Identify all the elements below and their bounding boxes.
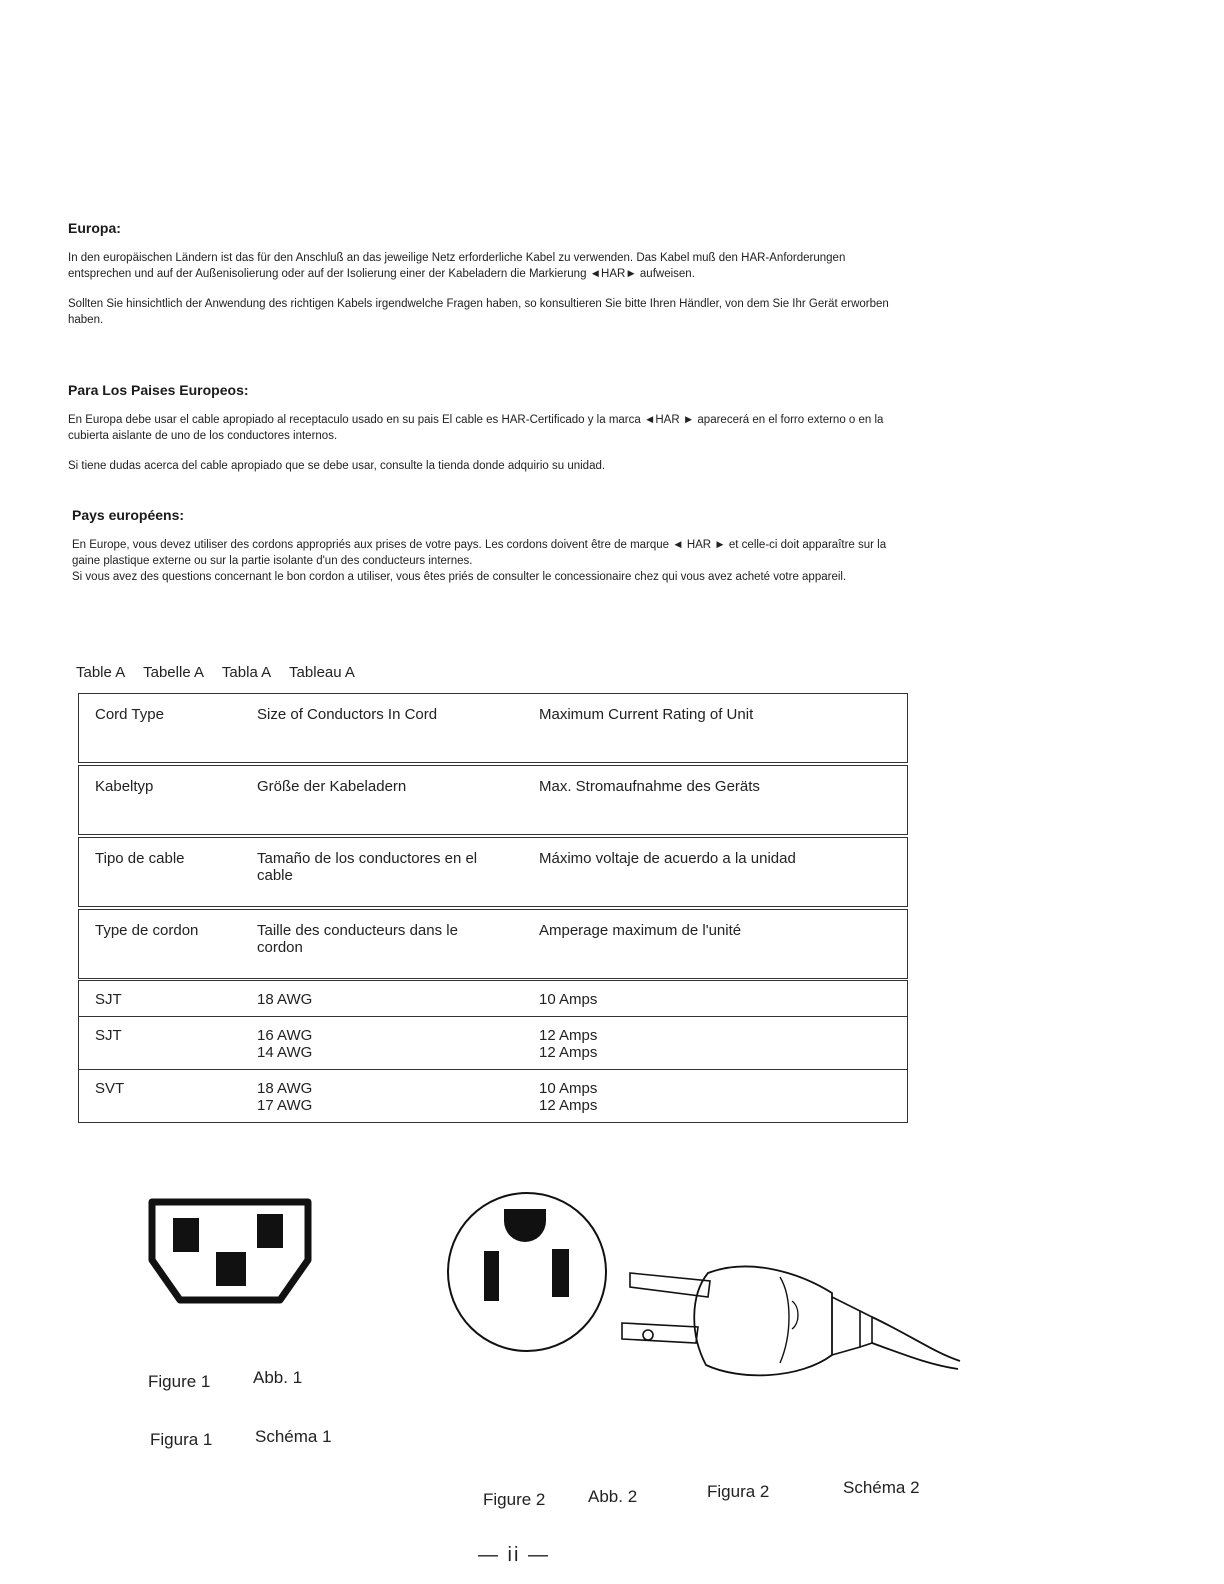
figure2-caption-fr: Schéma 2	[843, 1478, 920, 1497]
current-rating-cell	[523, 1017, 908, 1070]
figure1-caption-fr: Schéma 1	[255, 1427, 332, 1446]
header-cell: Maximum Current Rating of Unit	[523, 694, 908, 765]
figure2-caption-en: Figure 2	[483, 1490, 546, 1509]
paragraph: Si tiene dudas acerca del cable apropiado que se debe usar, consulte la tienda donde adquirio su unidad.	[68, 460, 606, 472]
header-cell: Kabeltyp	[79, 764, 242, 836]
caption-fr: Tableau A	[289, 664, 355, 681]
header-cell: Tipo de cable	[79, 836, 242, 908]
paragraph: Si vous avez des questions concernant le bon cordon a utiliser, vous êtes priés de consulter le concessionaire chez qui vous avez acheté votre appareil.	[72, 571, 847, 583]
page-number: — ii —	[478, 1544, 550, 1566]
figure2-caption-es: Figura 2	[707, 1482, 770, 1501]
header-cell: Amperage maximum de l'unité	[523, 908, 908, 980]
amp-value: 12 Amps	[539, 1044, 598, 1061]
figure2-caption-de: Abb. 2	[588, 1487, 638, 1506]
size-value: 18 AWG	[257, 991, 313, 1008]
table-row	[79, 1070, 908, 1123]
size-value: 16 AWG	[257, 1027, 313, 1044]
section-french	[72, 507, 907, 585]
cord-type-cell: SVT	[79, 1070, 242, 1123]
size-value: 17 AWG	[257, 1097, 313, 1114]
figure1-caption-en: Figure 1	[148, 1372, 211, 1391]
plug-outlet-figure	[440, 1185, 970, 1385]
iec-connector-figure	[140, 1192, 320, 1312]
amp-value: 10 Amps	[539, 1080, 598, 1097]
conductor-size-cell	[241, 1070, 523, 1123]
caption-es: Tabla A	[221, 664, 272, 681]
section-spanish	[68, 382, 903, 474]
header-cell: Cord Type	[79, 694, 242, 765]
size-value: 18 AWG	[257, 1080, 313, 1097]
header-cell: Size of Conductors In Cord	[241, 694, 523, 765]
paragraph: In den europäischen Ländern ist das für den Anschluß an das jeweilige Netz erforderliche Kabel zu verwenden. Das Kabel muß den HAR-Anforderungen entsprechen und auf der Außenisolierung oder auf der Isolierung einer der Kabeladern die Markierung ◄HAR► aufweisen.	[68, 252, 846, 280]
header-cell: Max. Stromaufnahme des Geräts	[523, 764, 908, 836]
conductor-size-cell	[241, 1017, 523, 1070]
header-cell: Tamaño de los conductores en el cable	[241, 836, 523, 908]
header-row-en	[79, 694, 908, 765]
header-row-es	[79, 836, 908, 908]
amp-value: 12 Amps	[539, 1097, 598, 1114]
figure1-caption-es: Figura 1	[150, 1430, 213, 1449]
cord-type-cell: SJT	[79, 1017, 242, 1070]
section-heading: Pays européens:	[72, 507, 185, 523]
header-cell: Größe der Kabeladern	[241, 764, 523, 836]
current-rating-cell	[523, 980, 908, 1017]
table-row	[79, 1017, 908, 1070]
paragraph: Sollten Sie hinsichtlich der Anwendung des richtigen Kabels irgendwelche Fragen haben, so konsultieren Sie bitte Ihren Händler, von dem Sie Ihr Gerät erworben haben.	[68, 298, 889, 326]
paragraph: En Europe, vous devez utiliser des cordons appropriés aux prises de votre pays. Les cordons doivent être de marque ◄ HAR ► et celle-ci doit apparaître sur la gaine plastique externe ou sur la partie isolante d'un des conducteurs internes.	[72, 539, 887, 567]
section-german	[68, 220, 903, 328]
figure1-caption-de: Abb. 1	[253, 1368, 303, 1387]
header-cell: Type de cordon	[79, 908, 242, 980]
caption-en: Table A	[76, 664, 126, 681]
current-rating-cell	[523, 1070, 908, 1123]
conductor-size-cell	[241, 980, 523, 1017]
caption-de: Tabelle A	[143, 664, 205, 681]
size-value: 14 AWG	[257, 1044, 313, 1061]
section-heading: Para Los Paises Europeos:	[68, 382, 249, 398]
header-cell: Taille des conducteurs dans le cordon	[241, 908, 523, 980]
amp-value: 10 Amps	[539, 991, 598, 1008]
header-row-fr	[79, 908, 908, 980]
header-cell: Máximo voltaje de acuerdo a la unidad	[523, 836, 908, 908]
amp-value: 12 Amps	[539, 1027, 598, 1044]
header-row-de	[79, 764, 908, 836]
cord-type-cell: SJT	[79, 980, 242, 1017]
paragraph: En Europa debe usar el cable apropiado al receptaculo usado en su pais El cable es HAR-Certificado y la marca ◄HAR ► aparecerá en el forro externo o en la cubierta aislante de uno de los conductores internos.	[68, 414, 884, 442]
table-caption	[76, 664, 369, 681]
cord-table	[78, 693, 908, 1123]
section-heading: Europa:	[68, 220, 121, 236]
table-row	[79, 980, 908, 1017]
